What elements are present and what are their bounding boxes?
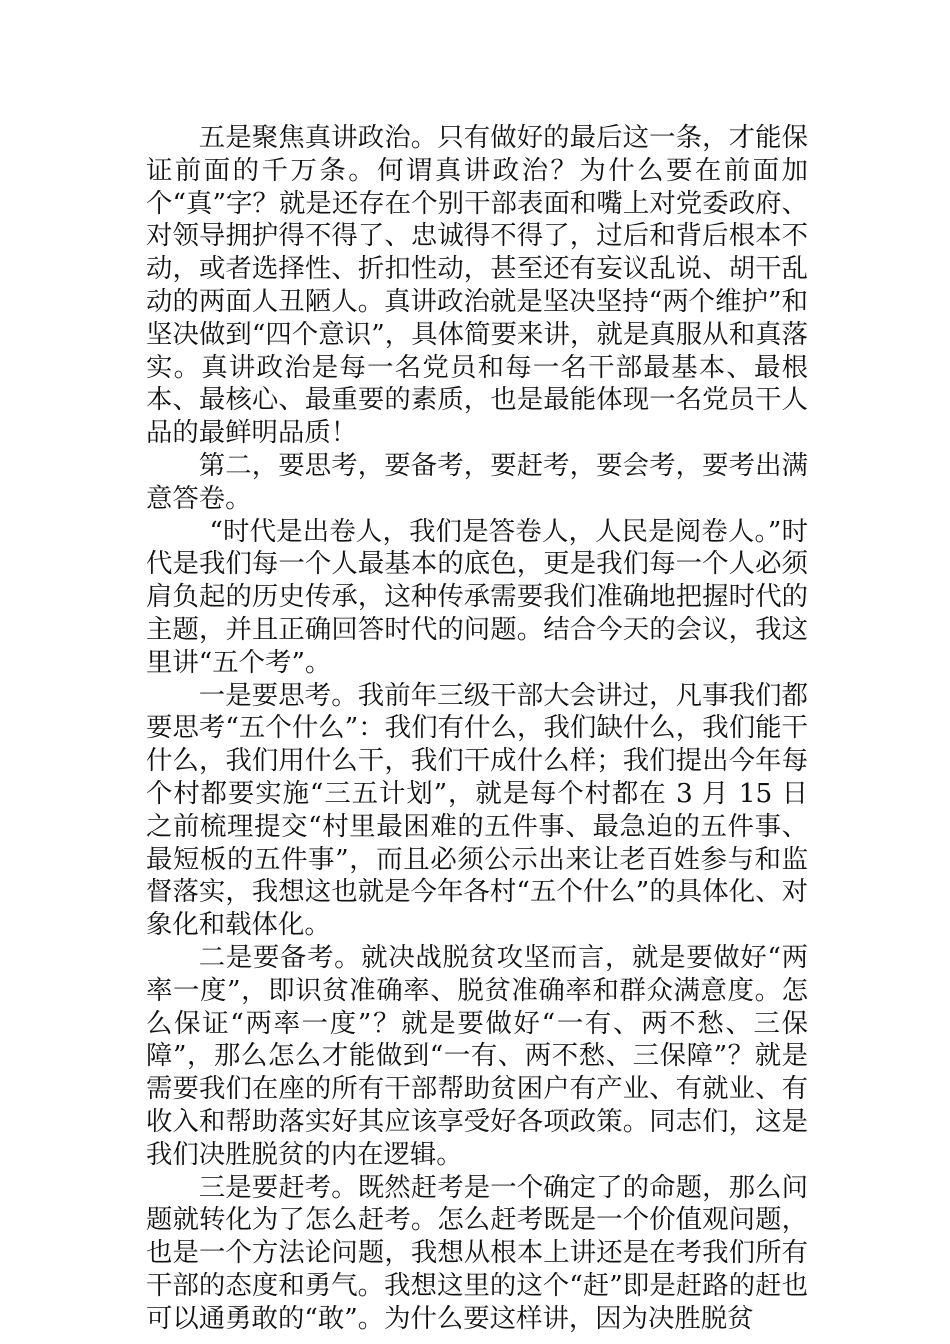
document-body	[146, 122, 808, 1335]
paragraph-era-quote: “时代是出卷人，我们是答卷人，人民是阅卷人。”时代是我们每一个人最基本的底色，更是我们每一个人必须肩负起的历史传承，这种传承需要我们准确地把握时代的主题，并且正确回答时代的问题。结合今天的会议，我这里讲“五个考”。	[146, 515, 808, 678]
paragraph-section-two-heading: 第二，要思考，要备考，要赶考，要会考，要考出满意答卷。	[146, 449, 808, 514]
paragraph-point-two-prepare: 二是要备考。就决战脱贫攻坚而言，就是要做好“两率一度”，即识贫准确率、脱贫准确率和群众满意度。怎么保证“两率一度”？就是要做好“一有、两不愁、三保障”，那么怎么才能做到“一有、两不愁、三保障”？就是需要我们在座的所有干部帮助贫困户有产业、有就业、有收入和帮助落实好其应该享受好各项政策。同志们，这是我们决胜脱贫的内在逻辑。	[146, 941, 808, 1170]
paragraph-point-one-think: 一是要思考。我前年三级干部大会讲过，凡事我们都要思考“五个什么”：我们有什么，我们缺什么，我们能干什么，我们用什么干，我们干成什么样；我们提出今年每个村都要实施“三五计划”，就是每个村都在 3 月 15 日之前梳理提交“村里最困难的五件事、最急迫的五件事、最短板的五件事”，而且必须公示出来让老百姓参与和监督落实，我想这也就是今年各村“五个什么”的具体化、对象化和载体化。	[146, 679, 808, 941]
paragraph-point-five-politics: 五是聚焦真讲政治。只有做好的最后这一条，才能保证前面的千万条。何谓真讲政治？为什么要在前面加个“真”字？就是还存在个别干部表面和嘴上对党委政府、对领导拥护得不得了、忠诚得不得了，过后和背后根本不动，或者选择性、折扣性动，甚至还有妄议乱说、胡干乱动的两面人丑陋人。真讲政治就是坚决坚持“两个维护”和坚决做到“四个意识”，具体简要来讲，就是真服从和真落实。真讲政治是每一名党员和每一名干部最基本、最根本、最核心、最重要的素质，也是最能体现一名党员干人品的最鲜明品质！	[146, 122, 808, 449]
paragraph-point-three-rush: 三是要赶考。既然赶考是一个确定了的命题，那么问题就转化为了怎么赶考。怎么赶考既是一个价值观问题，也是一个方法论问题，我想从根本上讲还是在考我们所有干部的态度和勇气。我想这里的这个“赶”即是赶路的赶也可以通勇敢的“敢”。为什么要这样讲，因为决胜脱贫	[146, 1171, 808, 1334]
